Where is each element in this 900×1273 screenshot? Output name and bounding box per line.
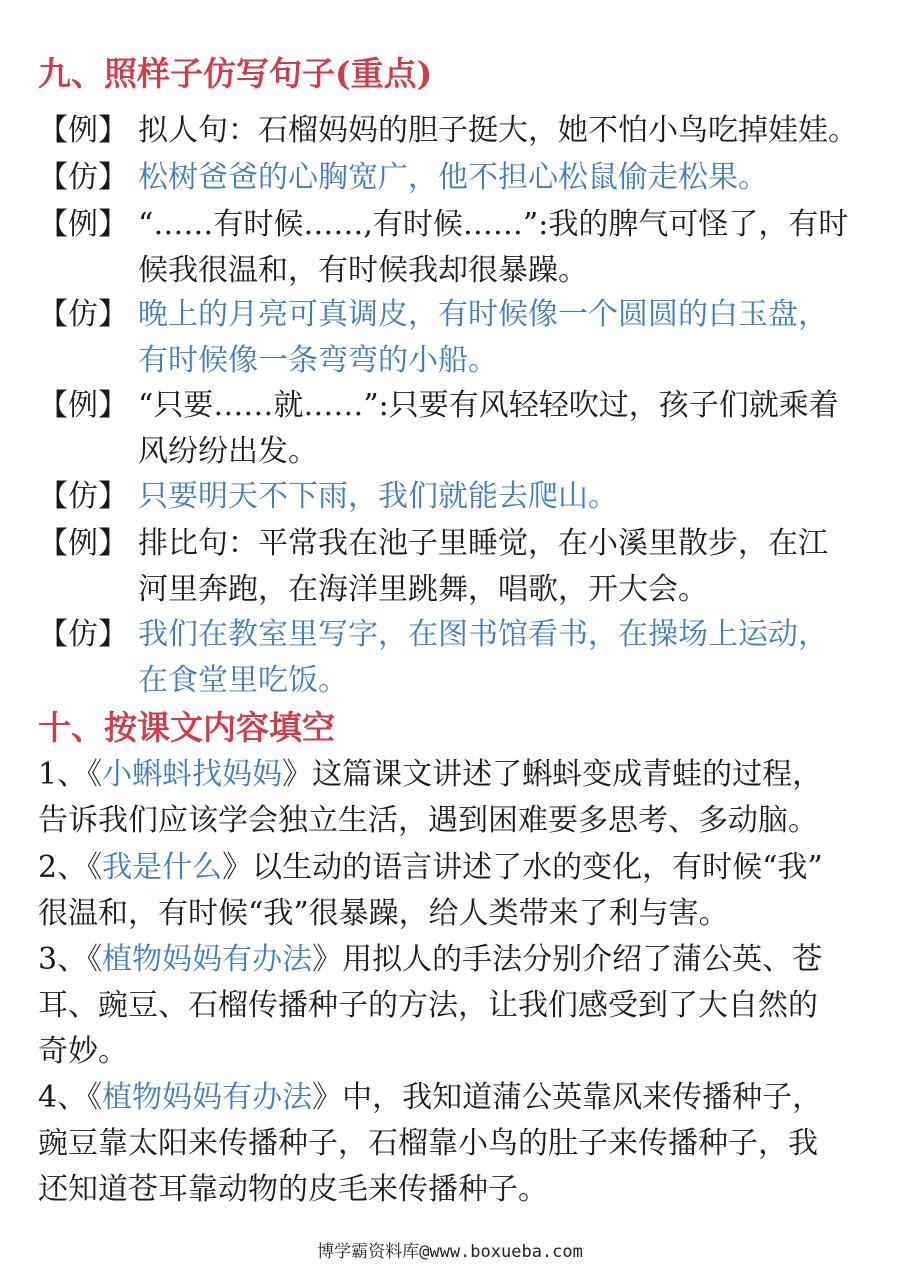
example-tag: 【例】 (38, 113, 128, 148)
example-row (38, 202, 868, 294)
footer-watermark: 博学霸资料库@www.boxueba.com (317, 1242, 583, 1262)
fill-blank-item (38, 1075, 868, 1213)
fill-blank-item (38, 752, 868, 844)
imitation-tag: 【仿】 (38, 479, 128, 514)
imitation-tag: 【仿】 (38, 297, 128, 332)
fill-blank-item (38, 937, 868, 1075)
lesson-title: 植物妈妈有办法 (102, 1080, 313, 1115)
item-text: 》以生动的语言讲述了水的变化，有时候“我” 很温和，有时候“我”很暴躁，给人类带来了利与害。 (38, 850, 823, 931)
example-text: 排比句：平常我在池子里睡觉，在小溪里散步，在江 河里奔跑，在海洋里跳舞，唱歌，开大会。 (138, 526, 828, 607)
imitation-row (38, 474, 868, 520)
imitation-tag: 【仿】 (38, 617, 128, 652)
item-prefix: 3、《 (38, 942, 103, 977)
example-text: “……有时候……,有时候……”:我的脾气可怪了，有时 候我很温和，有时候我却很暴躁。 (138, 207, 849, 288)
example-tag: 【例】 (38, 388, 128, 423)
example-tag: 【例】 (38, 207, 128, 242)
lesson-title: 植物妈妈有办法 (102, 942, 313, 977)
imitation-row (38, 155, 868, 201)
imitation-text: 我们在教室里写字，在图书馆看书，在操场上运动， 在食堂里吃饭。 (138, 617, 828, 698)
imitation-text: 只要明天不下雨，我们就能去爬山。 (138, 479, 618, 514)
lesson-title: 我是什么 (102, 850, 223, 885)
imitation-tag: 【仿】 (38, 160, 128, 195)
example-text: “只要……就……”:只要有风轻轻吹过，孩子们就乘着 风纷纷出发。 (138, 388, 839, 469)
item-text: 》这篇课文讲述了蝌蚪变成青蛙的过程， 告诉我们应该学会独立生活，遇到困难要多思考、多动脑。 (38, 757, 823, 838)
example-row (38, 383, 868, 475)
item-prefix: 4、《 (38, 1080, 103, 1115)
example-row (38, 521, 868, 613)
imitation-text: 晚上的月亮可真调皮，有时候像一个圆圆的白玉盘， 有时候像一条弯弯的小船。 (138, 297, 828, 378)
item-prefix: 2、《 (38, 850, 103, 885)
item-text: 》用拟人的手法分别介绍了蒲公英、苍 耳、豌豆、石榴传播种子的方法，让我们感受到了大自然的 奇妙。 (38, 942, 823, 1069)
item-prefix: 1、《 (38, 757, 103, 792)
imitation-text: 松树爸爸的心胸宽广，他不担心松鼠偷走松果。 (138, 160, 768, 195)
section-10-heading: 十、按课文内容填空 (38, 708, 335, 747)
example-tag: 【例】 (38, 526, 128, 561)
example-row (38, 108, 868, 154)
lesson-title: 小蝌蚪找妈妈 (102, 757, 283, 792)
imitation-row (38, 292, 868, 384)
fill-blank-item (38, 845, 868, 937)
item-text: 》中，我知道蒲公英靠风来传播种子， 豌豆靠太阳来传播种子，石榴靠小鸟的肚子来传播种子，我 还知道苍耳靠动物的皮毛来传播种子。 (38, 1080, 823, 1207)
imitation-row (38, 612, 868, 704)
example-text: 拟人句：石榴妈妈的胆子挺大，她不怕小鸟吃掉娃娃。 (138, 113, 858, 148)
section-9-heading: 九、照样子仿写句子(重点) (38, 54, 433, 93)
